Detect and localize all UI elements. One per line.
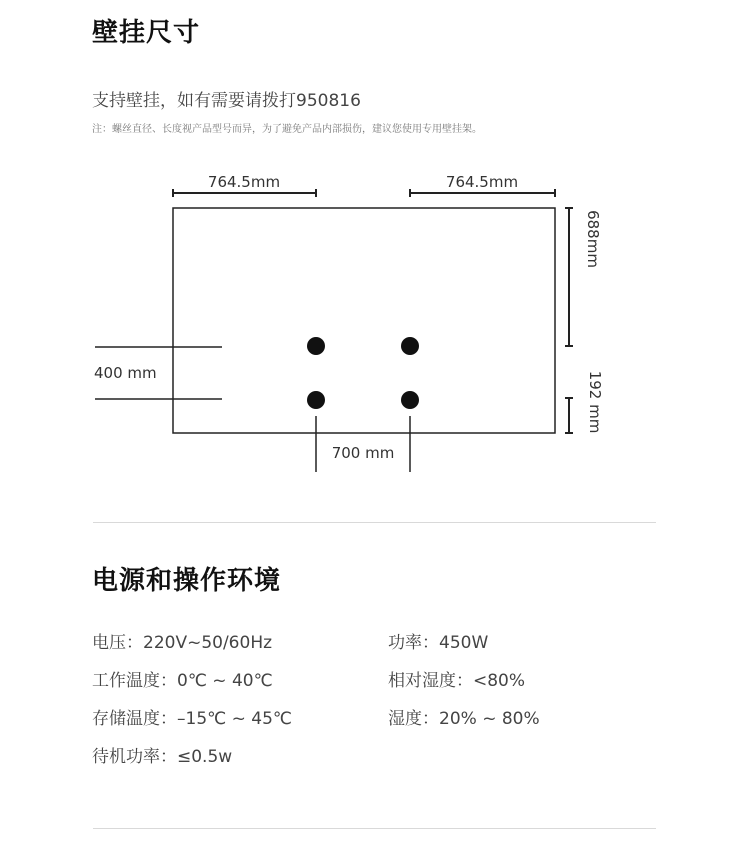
spec-value: 450W xyxy=(439,633,489,653)
top-left-dimension-label: 764.5mm xyxy=(207,173,281,191)
spec-value: –15℃ ~ 45℃ xyxy=(177,709,292,729)
bottom-dimension-label: 700 mm xyxy=(331,444,395,462)
spec-label: 相对湿度： xyxy=(388,671,473,691)
mount-section-title: 壁挂尺寸 xyxy=(92,18,201,48)
spec-label: 湿度： xyxy=(388,709,439,729)
right-bottom-dimension-label: 192 mm xyxy=(586,370,604,434)
mount-hole xyxy=(307,391,325,409)
spec-value: 0℃ ~ 40℃ xyxy=(177,671,273,691)
mount-hole xyxy=(401,391,419,409)
mount-hole xyxy=(401,337,419,355)
spec-storage-temperature xyxy=(92,704,292,729)
tv-outline xyxy=(173,208,555,433)
env-section-title: 电源和操作环境 xyxy=(92,566,282,596)
spec-relative-humidity xyxy=(388,666,525,691)
top-right-dimension-label: 764.5mm xyxy=(445,173,519,191)
spec-standby-power xyxy=(92,742,232,767)
spec-label: 工作温度： xyxy=(92,671,177,691)
spec-power xyxy=(388,628,488,653)
spec-label: 电压： xyxy=(92,633,143,653)
spec-value: 220V~50/60Hz xyxy=(143,633,273,653)
mount-intro: 支持壁挂，如有需要请拨打950816 xyxy=(92,91,361,111)
spec-value: ≤0.5w xyxy=(177,747,233,767)
spec-label: 功率： xyxy=(388,633,439,653)
spec-value: 20% ~ 80% xyxy=(439,709,540,729)
spec-humidity xyxy=(388,704,540,729)
spec-voltage xyxy=(92,628,272,653)
mount-note: 注：螺丝直径、长度视产品型号而异，为了避免产品内部损伤，建议您使用专用壁挂架。 xyxy=(92,124,482,135)
spec-operating-temperature xyxy=(92,666,273,691)
section-divider xyxy=(93,522,656,523)
spec-label: 待机功率： xyxy=(92,747,177,767)
section-divider xyxy=(93,828,656,829)
mount-hole xyxy=(307,337,325,355)
right-top-dimension-label: 688mm xyxy=(584,210,602,268)
spec-label: 存储温度： xyxy=(92,709,177,729)
wall-mount-diagram xyxy=(0,160,750,480)
spec-value: <80% xyxy=(473,671,526,691)
left-dimension-label: 400 mm xyxy=(94,364,157,382)
